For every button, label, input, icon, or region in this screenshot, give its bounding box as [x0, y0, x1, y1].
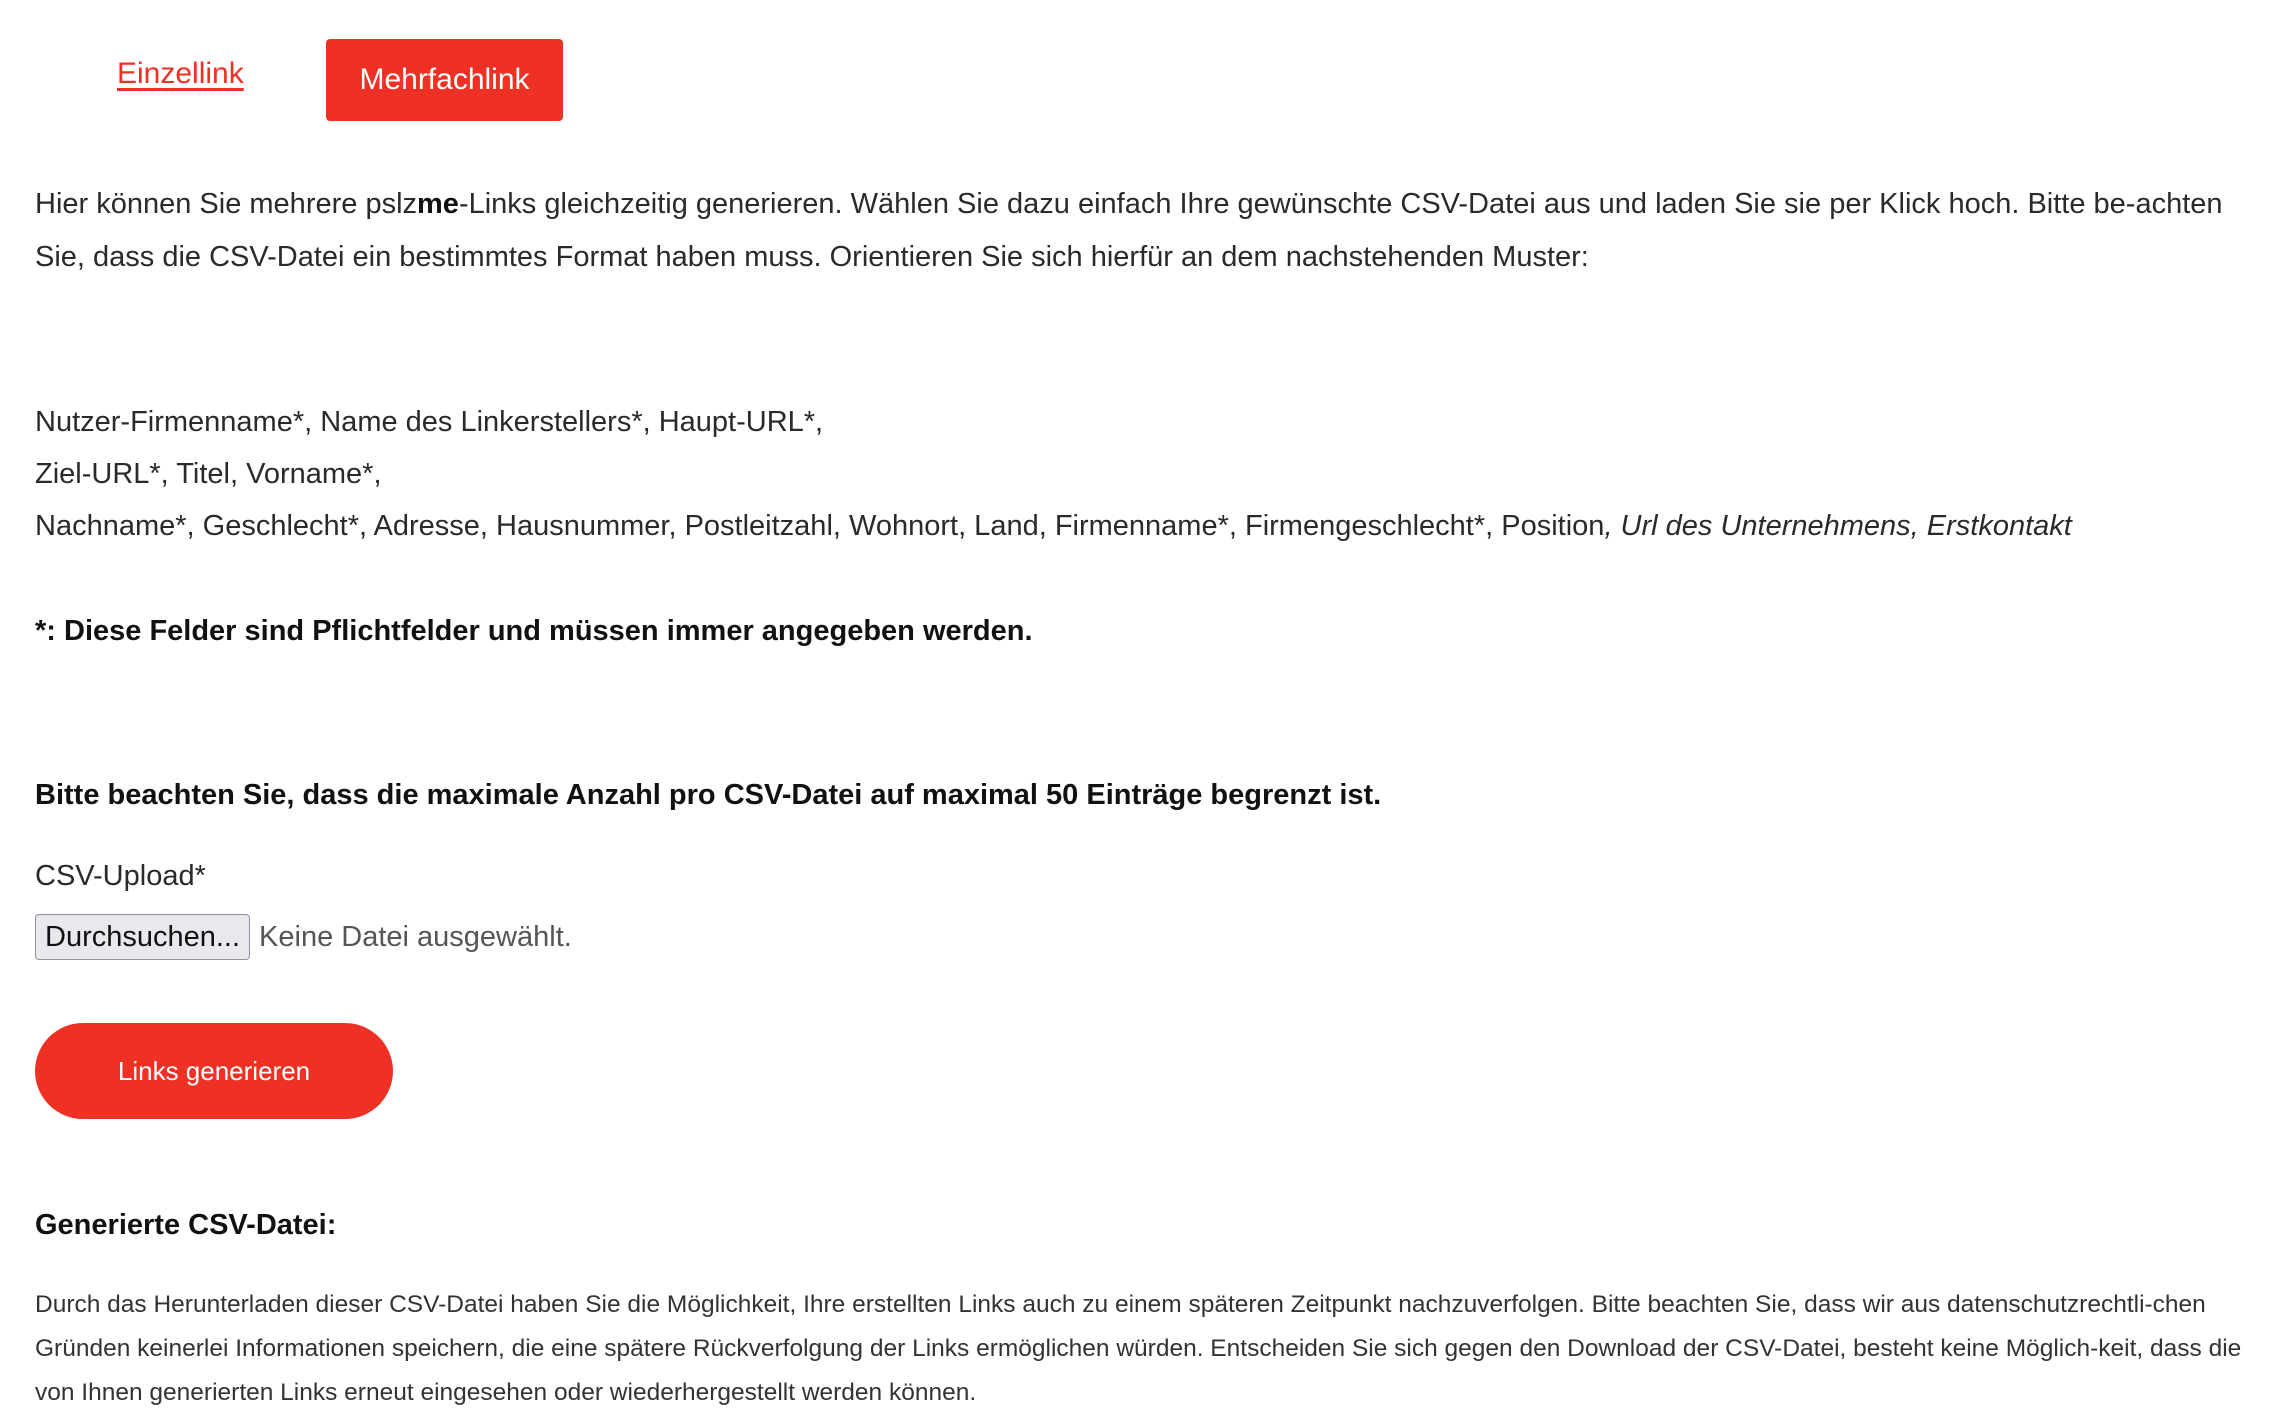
intro-text-part2: -Links gleichzeitig generieren. Wählen Sie dazu einfach Ihre gewünschte CSV-Datei aus und laden Sie sie per Klick hoch. Bitte be-achten Sie, dass die CSV-Datei ein bestimmtes Format haben muss. Orientieren Sie sich hierfür an dem nachstehenden Muster: — [35, 188, 2223, 273]
file-input — [35, 914, 572, 960]
generated-csv-heading: Generierte CSV-Datei: — [35, 1209, 337, 1241]
intro-brand-bold: me — [417, 188, 459, 220]
required-fields-note: *: Diese Felder sind Pflichtfelder und müssen immer angegeben werden. — [35, 615, 1033, 647]
tab-einzellink[interactable]: Einzellink — [117, 57, 244, 90]
pattern-line-3-regular: Nachname*, Geschlecht*, Adresse, Hausnummer, Postleitzahl, Wohnort, Land, Firmenname*, Firmengeschlecht*, Position — [35, 510, 1605, 542]
link-mode-tabs — [35, 39, 735, 121]
entry-limit-note: Bitte beachten Sie, dass die maximale Anzahl pro CSV-Datei auf maximal 50 Einträge begrenzt ist. — [35, 779, 1382, 811]
pattern-line-2: Ziel-URL*, Titel, Vorname*, — [35, 458, 382, 490]
csv-format-pattern — [35, 396, 2245, 552]
intro-paragraph — [35, 178, 2245, 284]
pattern-line-3-italic: , Url des Unternehmens, Erstkontakt — [1604, 510, 2072, 542]
csv-upload-label: CSV-Upload* — [35, 860, 206, 892]
intro-text-part1: Hier können Sie mehrere pslz — [35, 188, 418, 220]
generated-csv-description: Durch das Herunterladen dieser CSV-Datei haben Sie die Möglichkeit, Ihre erstellten Links auch zu einem späteren Zeitpunkt nachzuverfolgen. Bitte beachten Sie, dass wir aus datenschutzrechtli-chen Gründen keinerlei Informationen speichern, die eine spätere Rückverfolgung der Links ermöglichen würden. Entscheiden Sie sich gegen den Download der CSV-Datei, besteht keine Möglich-keit, dass die von Ihnen generierten Links erneut eingesehen oder wiederhergestellt werden können. — [35, 1291, 2242, 1406]
generate-links-button[interactable]: Links generieren — [35, 1023, 393, 1119]
file-status-text: Keine Datei ausgewählt. — [259, 920, 572, 953]
pattern-line-3 — [35, 500, 2245, 552]
pattern-line-1: Nutzer-Firmenname*, Name des Linkerstellers*, Haupt-URL*, — [35, 406, 824, 438]
tab-mehrfachlink[interactable]: Mehrfachlink — [326, 39, 563, 121]
browse-button[interactable]: Durchsuchen... — [35, 914, 250, 960]
